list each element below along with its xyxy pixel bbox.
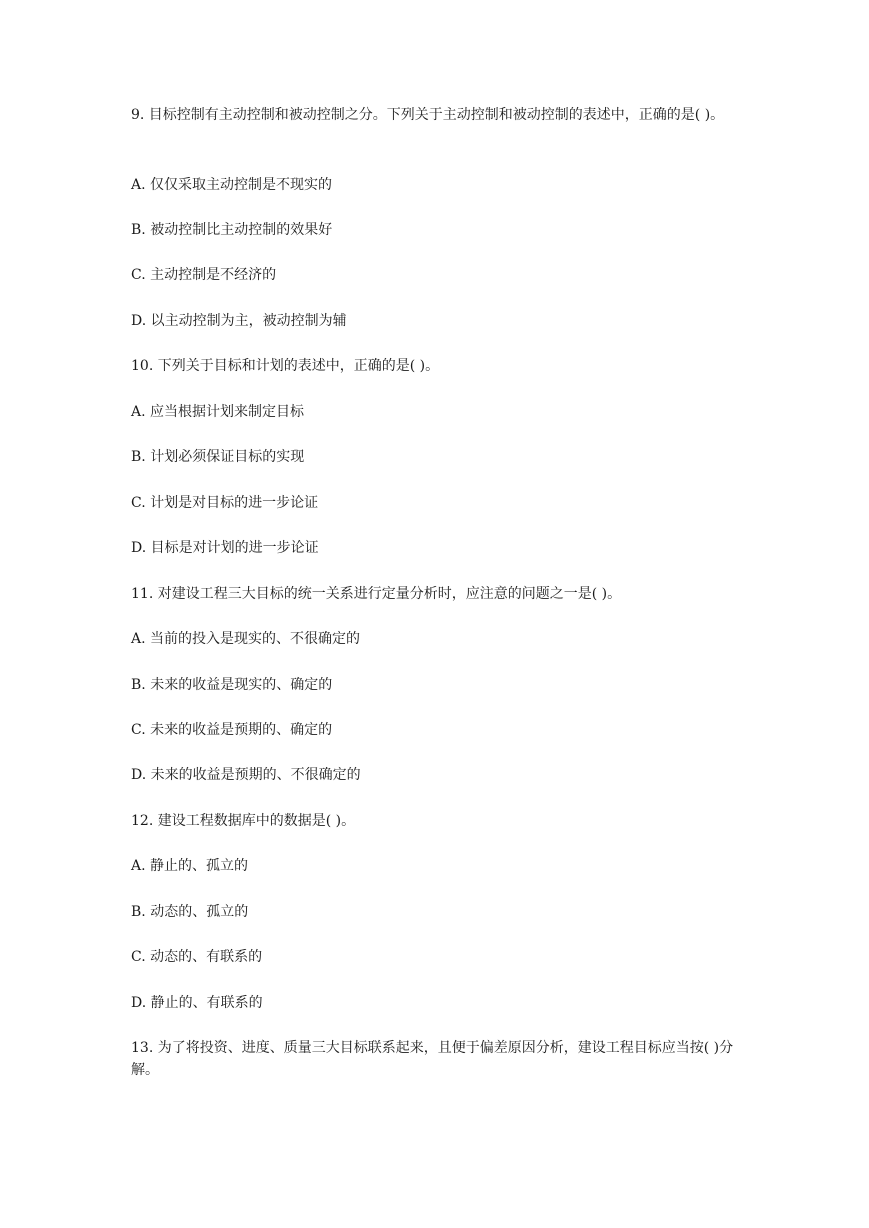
question-9-option-a: A. 仅仅采取主动控制是不现实的 — [131, 177, 333, 193]
question-9-option-c: C. 主动控制是不经济的 — [131, 267, 277, 283]
question-9-option-d: D. 以主动控制为主，被动控制为辅 — [131, 313, 347, 329]
question-10-option-a: A. 应当根据计划来制定目标 — [131, 404, 305, 420]
question-11-option-d: D. 未来的收益是预期的、不很确定的 — [131, 767, 361, 783]
question-12-option-a: A. 静止的、孤立的 — [131, 858, 249, 874]
question-10-option-d: D. 目标是对计划的进一步论证 — [131, 540, 319, 556]
question-11-option-b: B. 未来的收益是现实的、确定的 — [131, 677, 333, 693]
question-10-option-c: C. 计划是对目标的进一步论证 — [131, 495, 319, 511]
question-13-stem: 13. 为了将投资、进度、质量三大目标联系起来，且便于偏差原因分析，建设工程目标应当按( )分解。 — [131, 1040, 734, 1078]
question-9-stem: 9. 目标控制有主动控制和被动控制之分。下列关于主动控制和被动控制的表述中，正确的是( )。 — [131, 107, 725, 123]
question-12-option-b: B. 动态的、孤立的 — [131, 904, 249, 920]
question-10-option-b: B. 计划必须保证目标的实现 — [131, 449, 305, 465]
question-9-option-b: B. 被动控制比主动控制的效果好 — [131, 222, 333, 238]
question-11-option-a: A. 当前的投入是现实的、不很确定的 — [131, 631, 361, 647]
question-12-stem: 12. 建设工程数据库中的数据是( )。 — [131, 813, 356, 829]
question-10-stem: 10. 下列关于目标和计划的表述中，正确的是( )。 — [131, 358, 440, 374]
question-11-stem: 11. 对建设工程三大目标的统一关系进行定量分析时，应注意的问题之一是( )。 — [131, 586, 622, 602]
question-11-option-c: C. 未来的收益是预期的、确定的 — [131, 722, 333, 738]
question-12-option-d: D. 静止的、有联系的 — [131, 995, 263, 1011]
question-12-option-c: C. 动态的、有联系的 — [131, 949, 263, 965]
